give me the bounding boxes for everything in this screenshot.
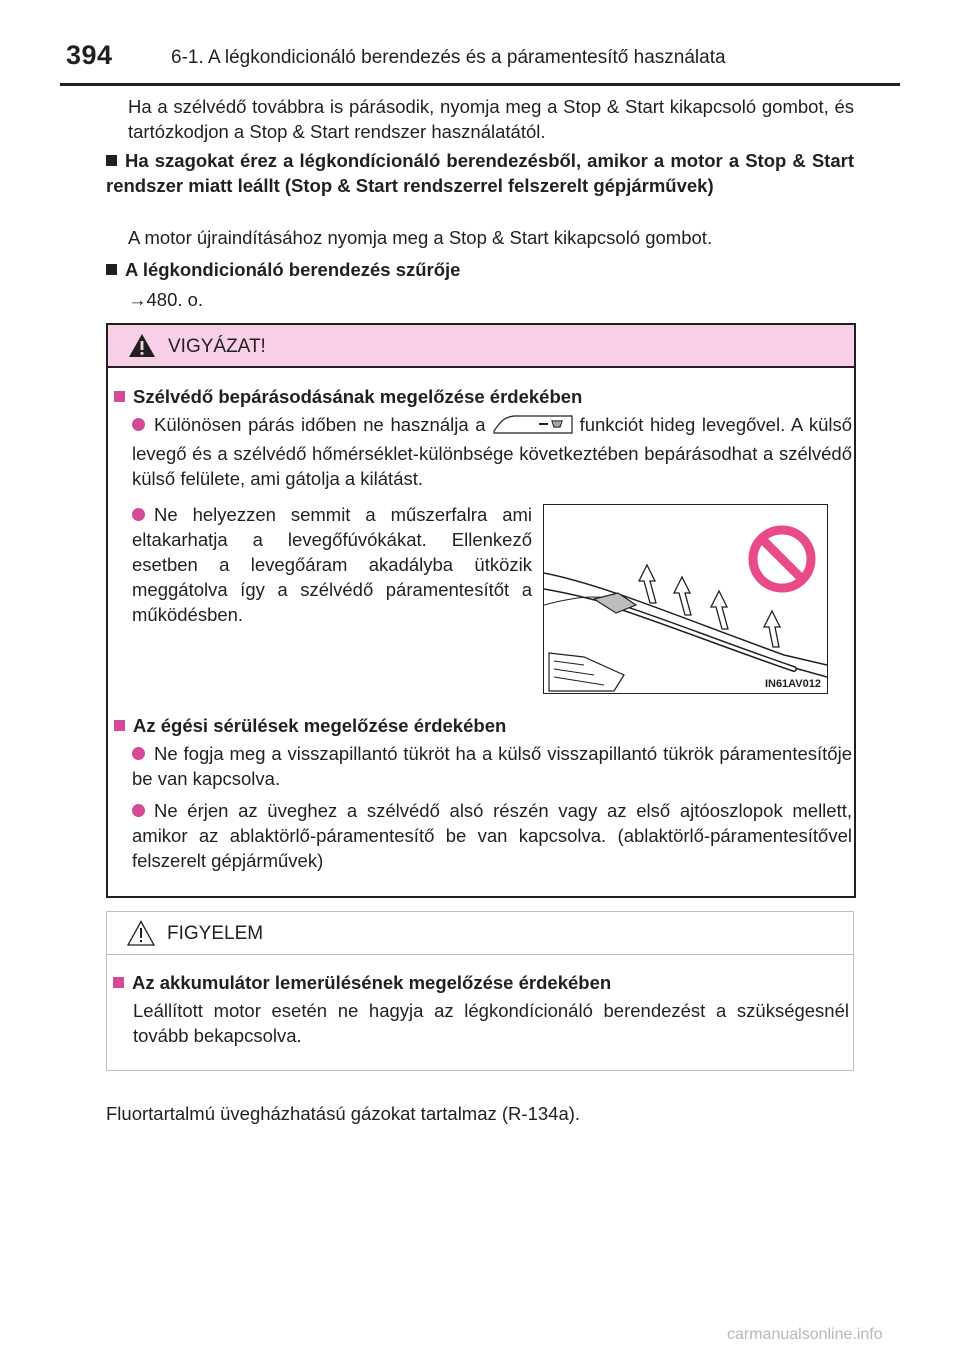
caution-group1-heading: Szélvédő bepárásodásának megelőzése érdekében	[114, 384, 850, 409]
round-bullet-icon	[132, 418, 145, 431]
round-bullet-icon	[132, 747, 145, 760]
square-bullet-icon	[114, 391, 125, 402]
caution-header	[108, 325, 854, 368]
notice-box	[106, 911, 854, 1071]
caution-bullet-3: Ne fogja meg a visszapillantó tükröt ha a külső visszapillantó tükrök páramentesítője be van kapcsolva.	[132, 743, 852, 789]
page-number: 394	[66, 40, 113, 70]
warning-triangle-icon	[128, 333, 156, 358]
square-bullet-icon	[114, 720, 125, 731]
windshield-defogger-button-icon	[492, 413, 574, 441]
page-reference-link[interactable]: →480. o.	[128, 289, 204, 310]
square-bullet-icon	[106, 264, 117, 275]
notice-heading: Az akkumulátor lemerülésének megelőzése érdekében	[113, 970, 849, 995]
dashboard-vent-illustration	[543, 504, 828, 694]
dashboard-vents-drawing	[544, 505, 827, 693]
round-bullet-icon	[132, 804, 145, 817]
intro-paragraph: Ha a szélvédő továbbra is párásodik, nyomja meg a Stop & Start kikapcsoló gombot, és tartózkodjon a Stop & Start rendszer használatától.	[128, 96, 854, 142]
watermark: carmanualsonline.info	[727, 1326, 883, 1343]
section-text-odor: A motor újraindításához nyomja meg a Stop & Start kikapcsoló gombot.	[128, 227, 713, 248]
chapter-title: 6-1. A légkondicionáló berendezés és a páramentesítő használata	[171, 47, 726, 68]
square-bullet-icon	[106, 155, 117, 166]
notice-header	[107, 912, 853, 955]
caution-bullet-4: Ne érjen az üveghez a szélvédő alsó részén vagy az első ajtóoszlopok mellett, amikor az ablaktörlő-páramentesítő be van kapcsolva. (ablaktörlő-páramentesítővel felszerelt gépjárművek)	[132, 800, 852, 871]
section-heading-text: Ha szagokat érez a légkondícionáló berendezésből, amikor a motor a Stop & Start rendszer miatt leállt (Stop & Start rendszerrel felszerelt gépjárművek)	[106, 150, 854, 196]
notice-text: Leállított motor esetén ne hagyja az légkondícionáló berendezést a szükségesnél tovább bekapcsolva.	[133, 1000, 849, 1046]
notice-triangle-icon	[127, 920, 155, 946]
footer-note: Fluortartalmú üvegházhatású gázokat tartalmaz (R-134a).	[106, 1103, 581, 1124]
round-bullet-icon	[132, 508, 145, 521]
caution-title: VIGYÁZAT!	[168, 336, 266, 357]
caution-bullet-2: Ne helyezzen semmit a műszerfalra ami eltakarhatja a levegőfúvókákat. Ellenkező esetben a levegőáram akadályba ütközik meggátolva így a szélvédő páramentesítőt a működésben.	[132, 504, 532, 625]
caution-bullet-1: Különösen párás időben ne használja a funkciót hideg levegővel. A külső levegő és a szélvédő hőmérséklet-különbsége következtében bepárásodhat a szélvédő külső felülete, ami gátolja a kilátást.	[132, 414, 853, 489]
section-heading-filter	[106, 257, 854, 282]
figure-code: IN61AV012	[764, 678, 821, 690]
section-heading-text: A légkondicionáló berendezés szűrője	[125, 259, 461, 280]
caution-group2-heading: Az égési sérülések megelőzése érdekében	[114, 713, 850, 738]
section-heading-odor	[106, 148, 854, 198]
header-rule	[60, 83, 900, 86]
notice-title: FIGYELEM	[167, 923, 264, 944]
square-bullet-icon	[113, 977, 124, 988]
